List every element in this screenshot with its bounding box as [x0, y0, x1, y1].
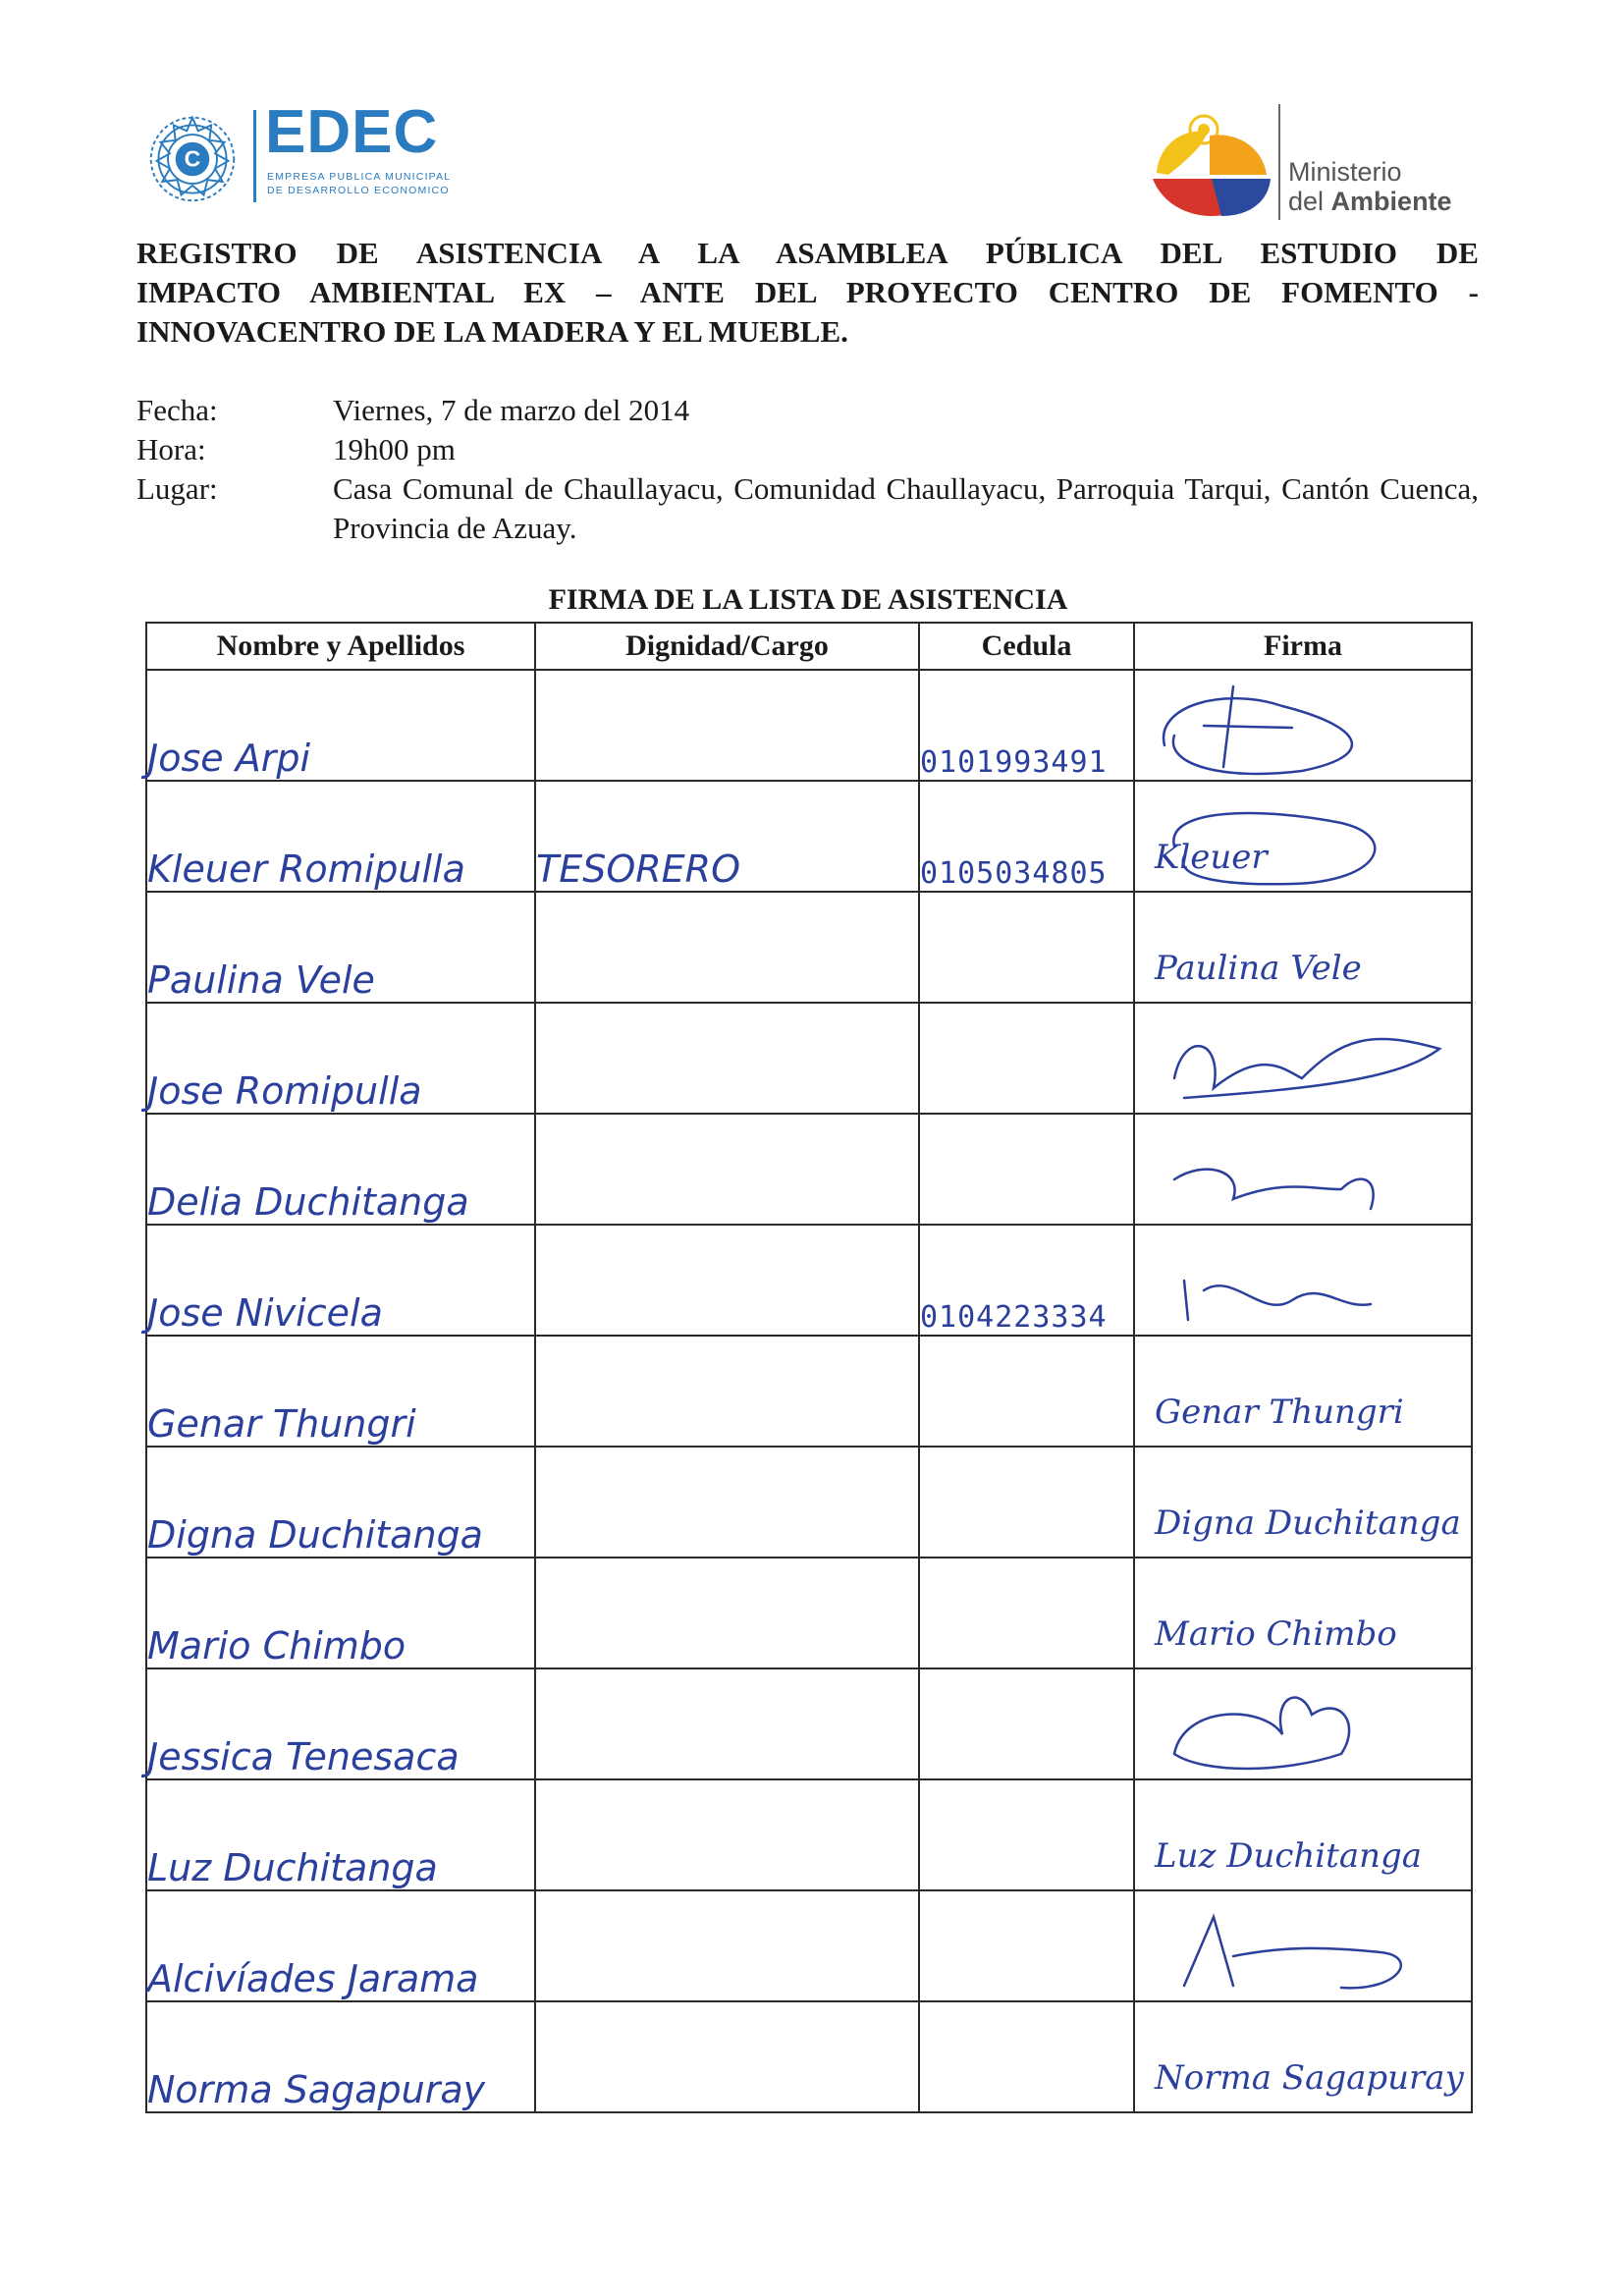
table-row [146, 2001, 1472, 2112]
cell-cargo [535, 1779, 919, 1890]
cell-nombre: Jessica Tenesaca [146, 1668, 535, 1779]
cell-cedula [919, 1890, 1134, 2001]
cell-firma [1134, 2001, 1472, 2112]
edec-logo [145, 98, 452, 204]
hora-label: Hora: [136, 432, 206, 466]
cell-cedula [919, 2001, 1134, 2112]
cell-firma [1134, 1890, 1472, 2001]
cell-nombre: Luz Duchitanga [146, 1779, 535, 1890]
ministerio-mark-icon [1149, 102, 1274, 218]
lugar-value: Casa Comunal de Chaullayacu, Comunidad Chaullayacu, Parroquia Tarqui, Cantón Cuenca, Provincia de Azuay. [333, 471, 1479, 545]
title-line-2: IMPACTO AMBIENTAL EX – ANTE DEL PROYECTO CENTRO DE FOMENTO - [136, 275, 1479, 309]
table-row [146, 1336, 1472, 1447]
column-header-cedula: Cedula [919, 623, 1134, 670]
ministerio-line1: Ministerio [1288, 157, 1402, 187]
cell-cedula: 0104223334 [919, 1225, 1134, 1336]
cell-firma [1134, 1447, 1472, 1558]
signature-text: Kleuer [1155, 838, 1268, 877]
cell-cargo [535, 1558, 919, 1668]
title-line-3: INNOVACENTRO DE LA MADERA Y EL MUEBLE. [136, 314, 848, 349]
cell-nombre: Jose Nivicela [146, 1225, 535, 1336]
column-header-nombre: Nombre y Apellidos [146, 623, 535, 670]
signature-text: Luz Duchitanga [1155, 1836, 1423, 1876]
cell-cedula: 0101993491 [919, 670, 1134, 781]
cell-nombre: Kleuer Romipulla [146, 781, 535, 892]
cell-firma [1134, 1003, 1472, 1114]
cell-firma [1134, 1668, 1472, 1779]
table-row [146, 892, 1472, 1003]
cell-cargo [535, 1114, 919, 1225]
handwritten-signature-icon [1145, 1897, 1459, 1999]
cell-nombre: Delia Duchitanga [146, 1114, 535, 1225]
fecha-label: Fecha: [136, 393, 218, 427]
cell-nombre: Paulina Vele [146, 892, 535, 1003]
table-row [146, 1558, 1472, 1668]
table-row [146, 1114, 1472, 1225]
fecha-value: Viernes, 7 de marzo del 2014 [333, 393, 690, 427]
handwritten-signature-icon [1145, 788, 1459, 890]
cell-nombre: Mario Chimbo [146, 1558, 535, 1668]
cell-cedula [919, 1114, 1134, 1225]
document-title [136, 234, 1479, 352]
cell-cedula [919, 1447, 1134, 1558]
table-row [146, 1003, 1472, 1114]
cell-firma [1134, 892, 1472, 1003]
cell-cedula [919, 1779, 1134, 1890]
cell-cedula [919, 892, 1134, 1003]
edec-subtitle-1: EMPRESA PUBLICA MUNICIPAL [267, 171, 452, 183]
lugar-label: Lugar: [136, 471, 218, 506]
signature-text: Norma Sagapuray [1155, 2058, 1464, 2098]
cell-firma [1134, 1779, 1472, 1890]
edec-seal-icon [145, 112, 240, 206]
signature-text: Digna Duchitanga [1155, 1503, 1461, 1543]
cell-nombre: Jose Arpi [146, 670, 535, 781]
cell-cargo [535, 670, 919, 781]
cell-cedula [919, 1336, 1134, 1447]
table-heading: FIRMA DE LA LISTA DE ASISTENCIA [548, 583, 1068, 616]
cell-cargo [535, 1890, 919, 2001]
cell-nombre: Jose Romipulla [146, 1003, 535, 1114]
edec-name: EDEC [265, 98, 439, 166]
signature-text: Paulina Vele [1155, 949, 1362, 988]
handwritten-signature-icon [1145, 1231, 1459, 1334]
cell-firma [1134, 781, 1472, 892]
handwritten-signature-icon [1145, 1010, 1459, 1112]
cell-cargo [535, 892, 919, 1003]
cell-cedula [919, 1558, 1134, 1668]
cell-firma [1134, 1558, 1472, 1668]
hora-row [136, 430, 1479, 469]
cell-cargo [535, 2001, 919, 2112]
meeting-details [136, 391, 1479, 548]
cell-cedula [919, 1003, 1134, 1114]
column-header-cargo: Dignidad/Cargo [535, 623, 919, 670]
cell-nombre: Alcivíades Jarama [146, 1890, 535, 2001]
cell-firma [1134, 1225, 1472, 1336]
hora-value: 19h00 pm [333, 432, 456, 466]
ministerio-ambiente-logo [1149, 102, 1463, 230]
edec-subtitle-2: DE DESARROLLO ECONOMICO [267, 185, 450, 196]
table-row [146, 670, 1472, 781]
handwritten-signature-icon [1145, 1675, 1459, 1777]
cell-cedula: 0105034805 [919, 781, 1134, 892]
svg-text:C: C [184, 145, 201, 172]
cell-firma [1134, 670, 1472, 781]
table-row [146, 1779, 1472, 1890]
handwritten-signature-icon [1145, 1121, 1459, 1223]
cell-cedula [919, 1668, 1134, 1779]
cell-cargo [535, 1336, 919, 1447]
table-row [146, 1890, 1472, 2001]
signature-text: Mario Chimbo [1155, 1614, 1397, 1654]
handwritten-signature-icon [1145, 677, 1459, 779]
cell-cargo [535, 1003, 919, 1114]
cell-firma [1134, 1336, 1472, 1447]
cell-cargo: TESORERO [535, 781, 919, 892]
cell-cargo [535, 1447, 919, 1558]
fecha-row [136, 391, 1479, 430]
cell-nombre: Genar Thungri [146, 1336, 535, 1447]
column-header-firma: Firma [1134, 623, 1472, 670]
cell-nombre: Digna Duchitanga [146, 1447, 535, 1558]
cell-cargo [535, 1225, 919, 1336]
signature-text: Genar Thungri [1155, 1393, 1404, 1432]
cell-firma [1134, 1114, 1472, 1225]
table-row [146, 1668, 1472, 1779]
table-row [146, 1447, 1472, 1558]
lugar-row [136, 469, 1479, 548]
title-line-1: REGISTRO DE ASISTENCIA A LA ASAMBLEA PÚBLICA DEL ESTUDIO DE [136, 236, 1479, 270]
ministerio-line2: del Ambiente [1288, 187, 1452, 216]
table-header-row [146, 623, 1472, 670]
table-row [146, 1225, 1472, 1336]
attendance-table [145, 622, 1473, 2113]
table-row [146, 781, 1472, 892]
cell-nombre: Norma Sagapuray [146, 2001, 535, 2112]
cell-cargo [535, 1668, 919, 1779]
